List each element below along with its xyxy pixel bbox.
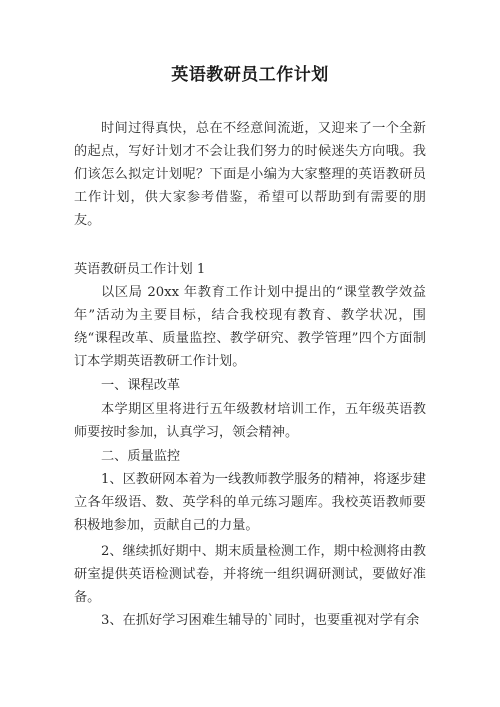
item2-paragraph-3: 3、在抓好学习困难生辅导的`同时，也要重视对学有余 <box>101 613 420 628</box>
item2-paragraph-2: 2、继续抓好期中、期末质量检测工作，期中检测将由教研室提供英语检测试卷，并将统一组织调研测试，要做好准备。 <box>74 544 426 605</box>
section-heading: 英语教研员工作计划 1 <box>74 262 206 277</box>
item2-paragraph-1: 1、区教研网本着为一线教师教学服务的精神，将逐步建立各年级语、数、英学科的单元练习题库。我校英语教师要积极地参加，贡献自己的力量。 <box>74 472 426 533</box>
item1-paragraph: 本学期区里将进行五年级教材培训工作，五年级英语教师要按时参加，认真学习，领会精神。 <box>74 402 426 440</box>
document-title: 英语教研员工作计划 <box>171 65 329 85</box>
section-intro-paragraph: 以区局 20xx 年教育工作计划中提出的“课堂教学效益年”活动为主要目标，结合我校现有教育、教学状况，围绕“课程改革、质量监控、教学研究、教学管理”四个方面制订本学期英语教研工作计划。 <box>74 285 426 369</box>
intro-paragraph: 时间过得真快，总在不经意间流逝，又迎来了一个全新的起点，写好计划才不会让我们努力的时候迷失方向哦。我们该怎么拟定计划呢？下面是小编为大家整理的英语教研员工作计划，供大家参考借鉴，希望可以帮助到有需要的朋友。 <box>74 121 426 228</box>
item2-heading: 二、质量监控 <box>101 449 181 464</box>
item1-heading: 一、课程改革 <box>101 378 181 393</box>
